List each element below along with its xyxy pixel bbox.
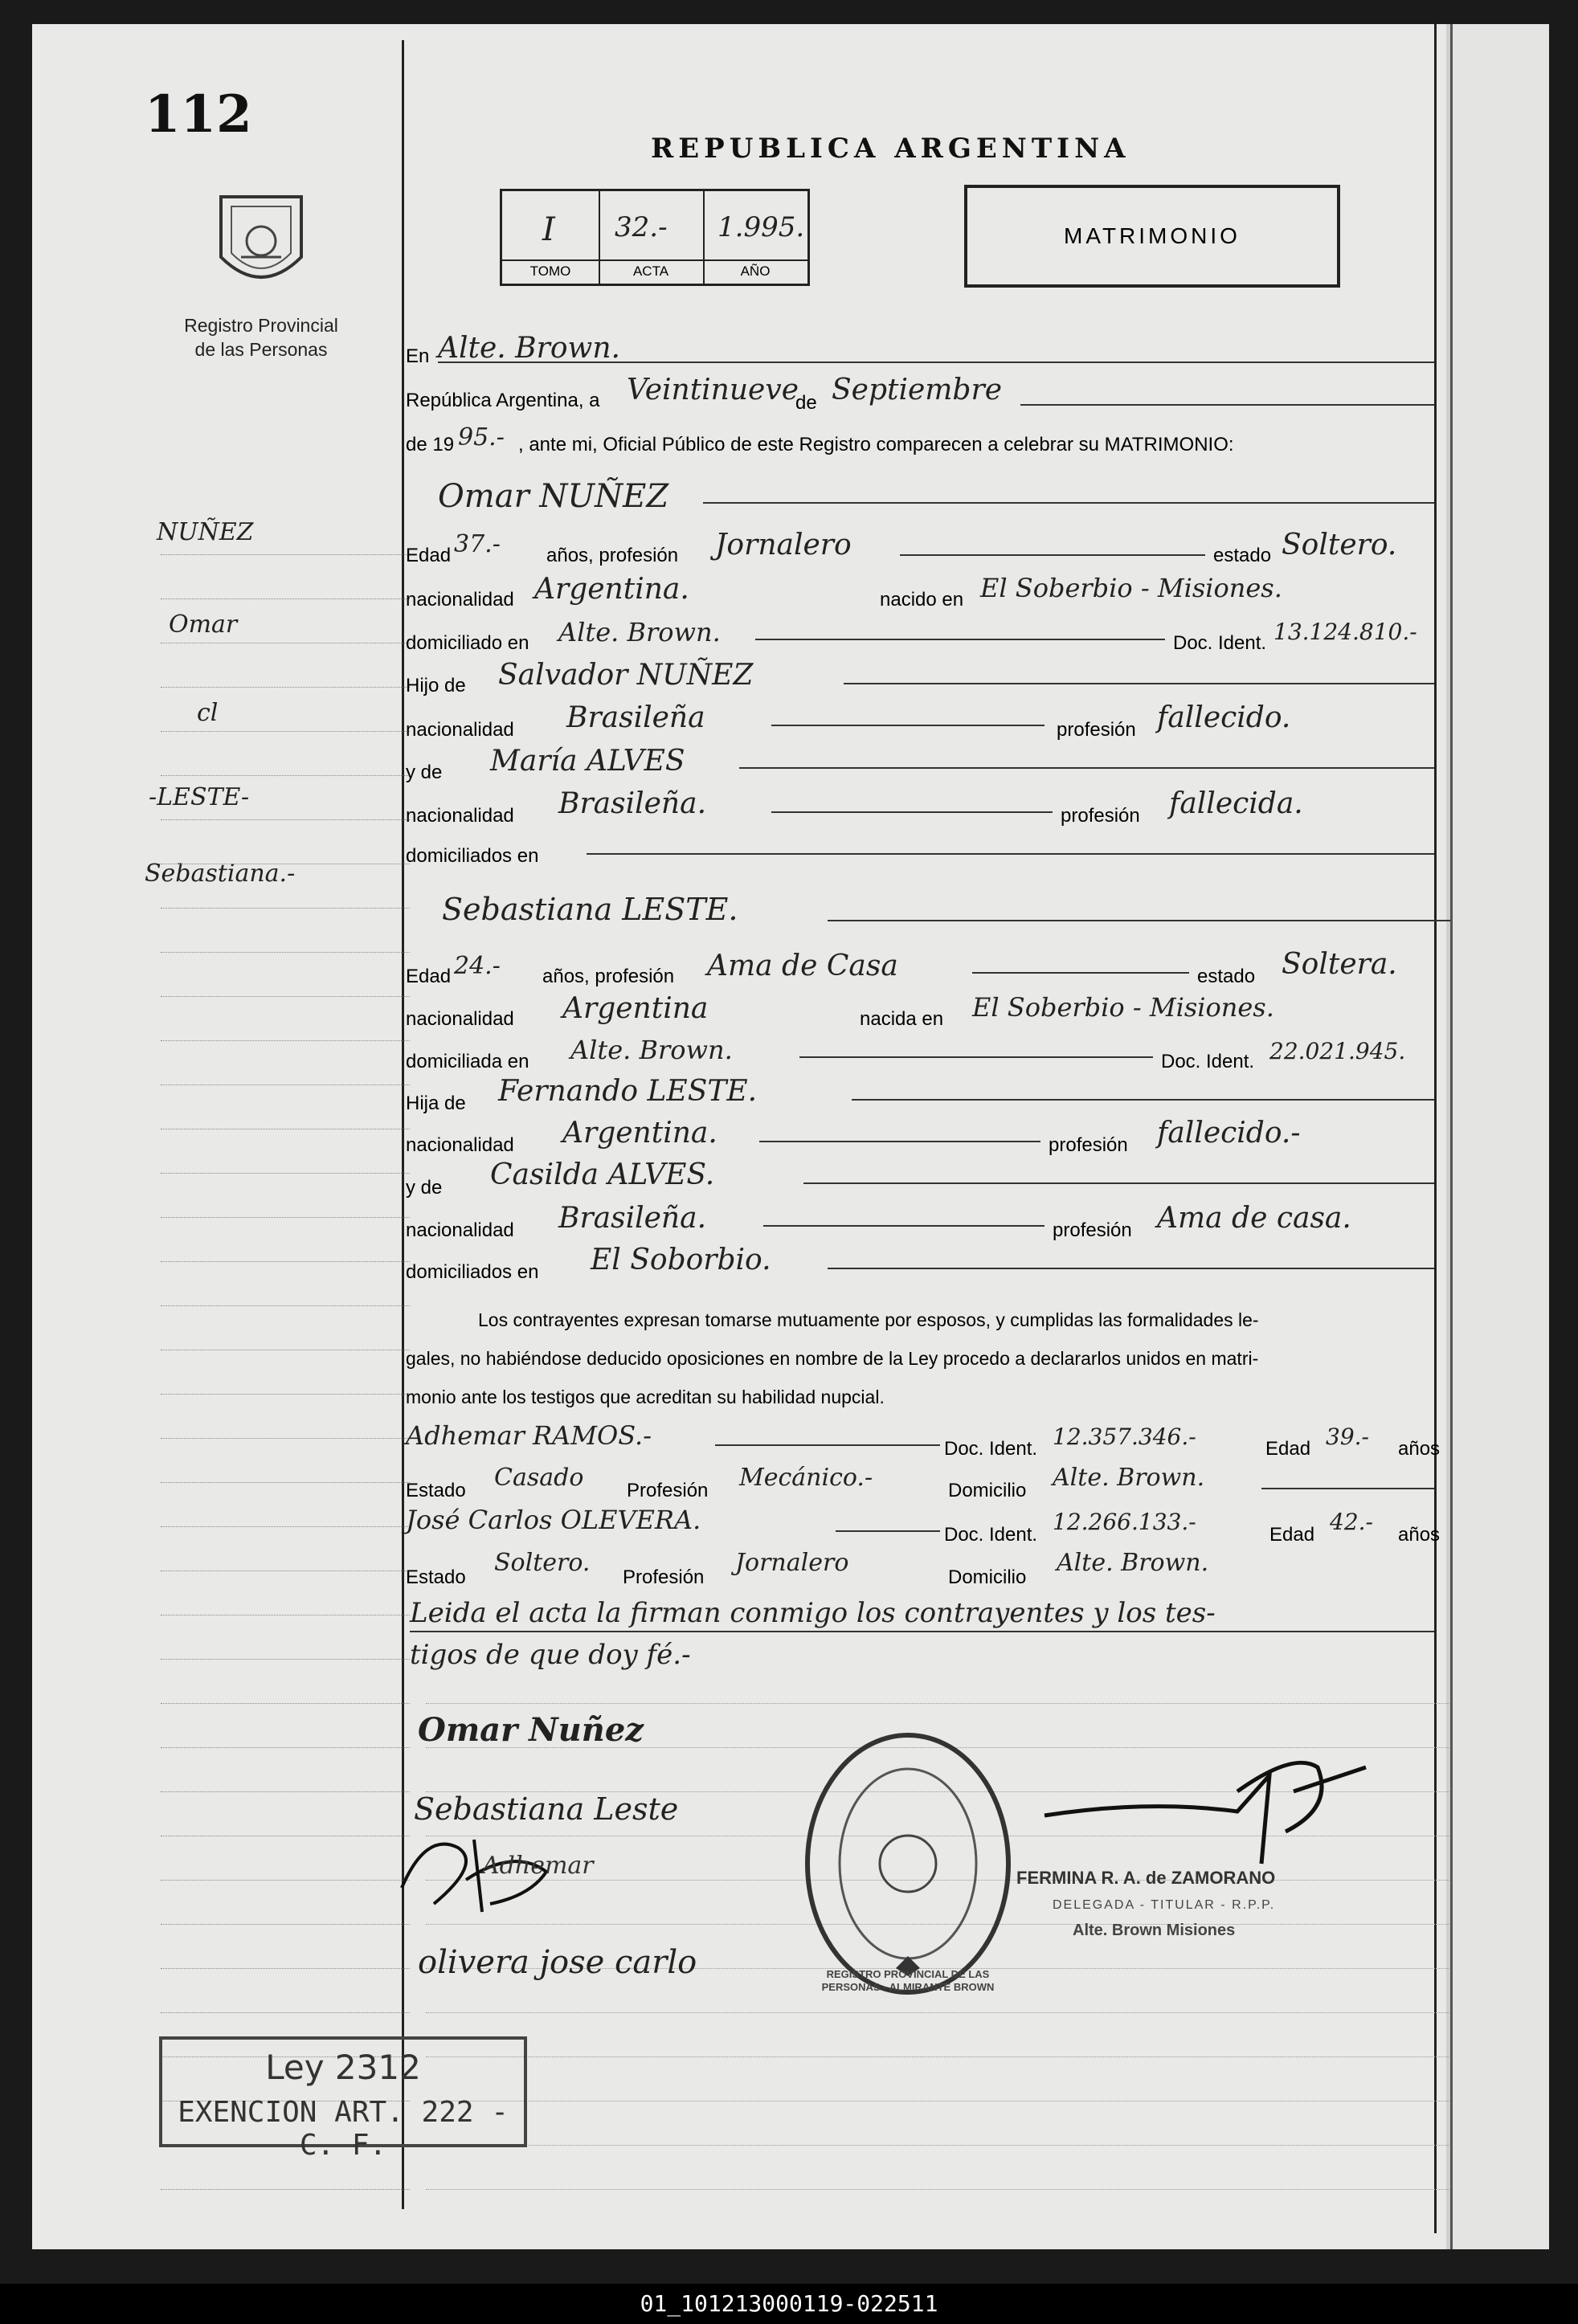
- witness-1-edad-label: Edad: [1265, 1438, 1311, 1460]
- declaration-line-1: Los contrayentes expresan tomarse mutuamente por esposos, y cumplidas las formalidades le-: [478, 1309, 1259, 1330]
- closing-line-1: Leida el acta la firman conmigo los contrayentes y los tes-: [410, 1597, 1216, 1629]
- intro-month: Septiembre: [832, 374, 1002, 406]
- round-registry-stamp-icon: [799, 1727, 1016, 2000]
- ano-value: 1.995.: [717, 211, 805, 243]
- witness-2-domicilio-label: Domicilio: [948, 1566, 1027, 1588]
- witness-2-profession: Jornalero: [735, 1549, 849, 1577]
- groom-mother-nat-label: nacionalidad: [406, 805, 514, 827]
- bride-doc: 22.021.945.: [1269, 1038, 1406, 1064]
- bride-nationality-label: nacionalidad: [406, 1008, 514, 1030]
- adjacent-page-edge: [1450, 24, 1549, 2249]
- signature-bride: Sebastiana Leste: [414, 1791, 679, 1827]
- witness-1-estado-label: Estado: [406, 1480, 466, 1501]
- acta-value: 32.-: [615, 211, 668, 243]
- bride-father-prof-label: profesión: [1049, 1134, 1128, 1156]
- bride-parents-dom-label: domiciliados en: [406, 1261, 539, 1283]
- witness-2-age: 42.-: [1330, 1509, 1373, 1535]
- groom-father: Salvador NUÑEZ: [498, 659, 754, 692]
- witness-2-doc: 12.266.133.-: [1053, 1509, 1196, 1535]
- groom-nationality: Argentina.: [534, 573, 689, 606]
- bride-mother: Casilda ALVES.: [490, 1158, 715, 1191]
- en-label: En: [406, 345, 430, 367]
- groom-domicile: Alte. Brown.: [558, 617, 721, 647]
- registry-name: [153, 313, 370, 361]
- margin-note-surname: NUÑEZ: [157, 518, 254, 546]
- official-stamp-name: FERMINA R. A. de ZAMORANO: [1016, 1868, 1276, 1888]
- bride-mother-nationality: Brasileña.: [558, 1202, 707, 1235]
- groom-parents-dom-label: domiciliados en: [406, 845, 539, 867]
- groom-profesion-label: años, profesión: [546, 545, 679, 566]
- margin-note-cl: cl: [197, 699, 219, 727]
- ano-label: AÑO: [740, 263, 771, 279]
- official-stamp-place: Alte. Brown Misiones: [1073, 1922, 1236, 1939]
- bride-domicile-label: domiciliada en: [406, 1051, 529, 1072]
- bride-mother-nat-label: nacionalidad: [406, 1219, 514, 1241]
- year-suffix: 95.-: [458, 423, 505, 451]
- footer-image-id: 01_101213000119-022511: [0, 2284, 1578, 2324]
- signature-witness-1: Adhemar: [482, 1852, 594, 1880]
- bride-father: Fernando LESTE.: [498, 1075, 758, 1108]
- bride-father-profession: fallecido.-: [1157, 1117, 1301, 1150]
- groom-father-nationality: Brasileña: [566, 701, 705, 734]
- declaration-line-2: gales, no habiéndose deducido oposiciones en nombre de la Ley procedo a declararlos unidos en matri-: [406, 1348, 1259, 1369]
- bride-nationality: Argentina: [562, 992, 709, 1025]
- registry-line-2: de las Personas: [194, 339, 328, 360]
- witness-2-status: Soltero.: [494, 1549, 591, 1577]
- witness-2-estado-label: Estado: [406, 1566, 466, 1588]
- bride-status: Soltera.: [1282, 948, 1397, 981]
- bride-domicile: Alte. Brown.: [570, 1035, 733, 1065]
- groom-nationality-label: nacionalidad: [406, 589, 514, 611]
- groom-mother-nationality: Brasileña.: [558, 787, 707, 820]
- right-border-rule: [1434, 24, 1437, 2233]
- bride-yde-label: y de: [406, 1177, 443, 1199]
- witness-1-profession: Mecánico.-: [739, 1464, 873, 1492]
- signature-witness-2: olivera jose carlo: [418, 1944, 697, 1981]
- law-stamp-line-1: Ley 2312: [265, 2048, 421, 2087]
- groom-mother-prof-label: profesión: [1061, 805, 1140, 827]
- margin-note-bride-surname: -LESTE-: [149, 783, 250, 811]
- registry-line-1: Registro Provincial: [184, 315, 338, 336]
- witness-2-doc-label: Doc. Ident.: [944, 1524, 1038, 1546]
- declaration-line-3: monio ante los testigos que acreditan su habilidad nupcial.: [406, 1387, 885, 1407]
- witness-1-domicilio-label: Domicilio: [948, 1480, 1027, 1501]
- act-type-box: [964, 185, 1340, 288]
- bride-doc-label: Doc. Ident.: [1161, 1051, 1255, 1072]
- province-seal-icon: [209, 181, 313, 301]
- groom-hijo-label: Hijo de: [406, 675, 466, 696]
- witness-2-domicile: Alte. Brown.: [1057, 1549, 1209, 1577]
- groom-father-nat-label: nacionalidad: [406, 719, 514, 741]
- bride-profession: Ama de Casa: [707, 950, 898, 982]
- tomo-label: TOMO: [529, 263, 571, 279]
- bride-parents-domicile: El Soborbio.: [591, 1244, 771, 1276]
- witness-1-doc: 12.357.346.-: [1053, 1423, 1196, 1450]
- law-stamp-line-2: EXENCION ART. 222 - C. F.: [178, 2096, 509, 2162]
- acta-label: ACTA: [632, 263, 669, 279]
- law-exemption-stamp: [159, 2036, 527, 2162]
- record-box: [500, 189, 810, 286]
- groom-father-profession: fallecido.: [1157, 701, 1291, 734]
- groom-estado-label: estado: [1213, 545, 1272, 566]
- official-stamp-title: DELEGADA - TITULAR - R.P.P.: [1053, 1898, 1276, 1912]
- groom-edad-label: Edad: [406, 545, 452, 566]
- bride-mother-prof-label: profesión: [1053, 1219, 1132, 1241]
- witness-1-status: Casado: [494, 1464, 584, 1492]
- groom-profession: Jornalero: [715, 529, 852, 562]
- bride-birthplace: El Soberbio - Misiones.: [972, 992, 1274, 1023]
- bride-estado-label: estado: [1197, 966, 1256, 987]
- bride-age: 24.-: [454, 952, 501, 980]
- groom-mother-profession: fallecida.: [1169, 787, 1303, 820]
- signature-groom: Omar Nuñez: [418, 1711, 644, 1749]
- bride-name: Sebastiana LESTE.: [442, 892, 738, 927]
- bride-nacida-label: nacida en: [860, 1008, 944, 1030]
- bride-mother-profession: Ama de casa.: [1157, 1202, 1351, 1235]
- round-stamp-text: REGISTRO PROVINCIAL DE LAS PERSONAS - ALMIRANTE BROWN: [821, 1968, 995, 1993]
- groom-doc: 13.124.810.-: [1273, 619, 1417, 645]
- groom-status: Soltero.: [1282, 529, 1397, 562]
- witness-1-anos-label: años: [1398, 1438, 1441, 1460]
- witness-2-edad-label: Edad: [1269, 1524, 1315, 1546]
- witness-1-doc-label: Doc. Ident.: [944, 1438, 1038, 1460]
- bride-father-nationality: Argentina.: [562, 1117, 717, 1150]
- intro-text: , ante mi, Oficial Público de este Registro comparecen a celebrar su MATRIMONIO:: [518, 434, 1234, 455]
- closing-line-2: tigos de que doy fé.-: [410, 1639, 691, 1671]
- witness-1-profesion-label: Profesión: [627, 1480, 709, 1501]
- groom-yde-label: y de: [406, 762, 443, 783]
- republic-label: República Argentina, a: [406, 390, 600, 411]
- intro-day: Veintinueve: [627, 374, 799, 406]
- groom-nacido-label: nacido en: [880, 589, 964, 611]
- witness-1-domicile: Alte. Brown.: [1053, 1464, 1205, 1492]
- witness-2-name: José Carlos OLEVERA.: [406, 1505, 701, 1535]
- witness-2-profesion-label: Profesión: [623, 1566, 705, 1588]
- page-number: 112: [145, 84, 252, 145]
- bride-father-nat-label: nacionalidad: [406, 1134, 514, 1156]
- year-prefix: de 19: [406, 434, 455, 455]
- tomo-value: I: [542, 211, 555, 248]
- official-signature: [1028, 1743, 1382, 1872]
- bride-profesion-label: años, profesión: [542, 966, 675, 987]
- bride-hija-label: Hija de: [406, 1093, 466, 1114]
- bride-edad-label: Edad: [406, 966, 452, 987]
- margin-note-bride-name: Sebastiana.-: [145, 860, 296, 888]
- witness-1-age: 39.-: [1326, 1423, 1369, 1450]
- groom-birthplace: El Soberbio - Misiones.: [980, 573, 1282, 603]
- groom-doc-label: Doc. Ident.: [1173, 632, 1267, 654]
- country-title: REPUBLICA ARGENTINA: [651, 133, 1130, 165]
- document-page: [32, 24, 1446, 2249]
- act-type: MATRIMONIO: [1064, 223, 1241, 248]
- groom-mother: María ALVES: [490, 745, 685, 778]
- witness-1-name: Adhemar RAMOS.-: [406, 1420, 652, 1451]
- witness-2-anos-label: años: [1398, 1524, 1441, 1546]
- margin-note-name: Omar: [169, 611, 238, 639]
- groom-domicile-label: domiciliado en: [406, 632, 529, 654]
- groom-father-prof-label: profesión: [1057, 719, 1136, 741]
- intro-place: Alte. Brown.: [438, 332, 620, 365]
- groom-name: Omar NUÑEZ: [438, 478, 669, 515]
- de-label: de: [795, 392, 817, 414]
- groom-age: 37.-: [454, 530, 501, 558]
